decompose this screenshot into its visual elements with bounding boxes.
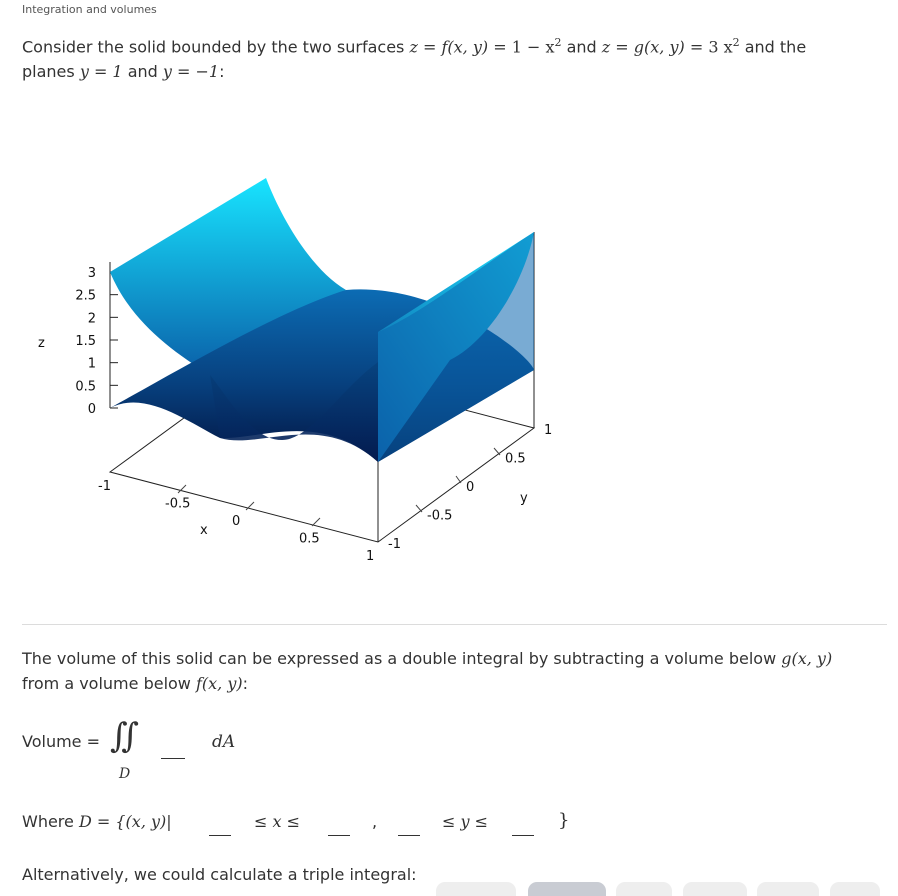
domain-set-open: D = {(x, y)| [78,812,172,831]
y-tick-label: 1 [544,423,553,438]
eq-z2: z [601,37,611,57]
tab-1[interactable] [436,882,516,896]
domain-line [22,812,172,831]
y-ticks [388,423,552,552]
volume-text-1: The volume of this solid can be expressed as a double integral by subtracting a volume below [22,649,782,668]
y-tick-label: -1 [388,537,401,552]
plane-2: y = −1 [162,62,220,82]
volume-colon: : [242,674,249,693]
x-ticks [98,479,374,564]
y-bounds-symbol: ≤ y ≤ [442,812,489,831]
x-tick-label: -0.5 [165,496,191,512]
z-tick-label: 1 [87,356,96,372]
tab-5[interactable] [757,882,819,896]
y-tick-label: -0.5 [427,508,453,524]
volume-paragraph [22,646,882,696]
z-tick-label: 3 [87,266,96,281]
z-tick-label: 2.5 [75,288,96,304]
y-tick-label: 0.5 [505,451,526,467]
double-integral-symbol: ∬ [110,716,139,756]
z-tick-label: 0.5 [75,379,96,395]
comma: , [372,812,378,831]
divider [22,624,887,625]
intro-colon: : [219,62,225,82]
y-lower-input[interactable] [398,818,420,837]
z-tick-label: 1.5 [75,334,96,349]
x-axis-label: x [200,523,208,538]
surface-plot [20,150,620,570]
volume-label: Volume = [22,732,100,751]
integral-domain: D [119,766,131,782]
surface-g-right-shade [378,232,534,462]
breadcrumb: Integration and volumes [22,3,157,16]
volume-g: g(x, y) [781,649,833,668]
intro-and: and [561,37,602,57]
intro-tail: and the [739,37,807,57]
z-ticks [75,266,118,417]
x-lower-input[interactable] [209,818,231,837]
dA: dA [212,732,236,752]
z-tick-label: 2 [87,311,96,327]
x-upper-input[interactable] [328,818,350,837]
tab-3[interactable] [616,882,672,896]
tab-6[interactable] [830,882,880,896]
eq-f: f(x, y) [441,37,489,57]
where-prefix: Where [22,812,79,831]
z-tick-label: 0 [87,402,96,417]
tab-2[interactable] [528,882,606,896]
eq-g-rhs: 3 x [708,37,733,57]
integrand-input[interactable] [161,744,185,759]
x-tick-label: 1 [366,549,375,564]
volume-f: f(x, y) [195,674,243,693]
eq-g: g(x, y) [633,37,685,57]
y-upper-input[interactable] [512,818,534,837]
eq-f-rhs: 1 − x [511,37,555,57]
x-bounds-symbol: ≤ x ≤ [254,812,301,831]
y-axis-label: y [520,491,528,506]
z-axis-label: z [38,336,45,351]
eq-z: z [409,37,418,57]
plane-1: y = 1 [79,62,123,82]
y-tick-label: 0 [466,480,475,495]
intro-planes: planes [22,62,80,82]
x-tick-label: 0.5 [299,531,320,547]
set-close: } [558,810,570,831]
x-tick-label: -1 [98,479,111,494]
intro-text: Consider the solid bounded by the two surfaces [22,37,410,57]
tab-4[interactable] [683,882,747,896]
volume-text-2: from a volume below [22,674,196,693]
x-tick-label: 0 [232,514,241,529]
intro-paragraph: Consider the solid bounded by the two surfaces z = f(x, $y) = 1 - x^2$ and z = g(x, y) = 3 $x^2$ and the planes y = 1 and y = −1: [22,36,807,82]
intro-and2: and [122,62,163,82]
alternative-text: Alternatively, we could calculate a triple integral: [22,865,417,884]
surface-plot-svg [20,150,620,570]
